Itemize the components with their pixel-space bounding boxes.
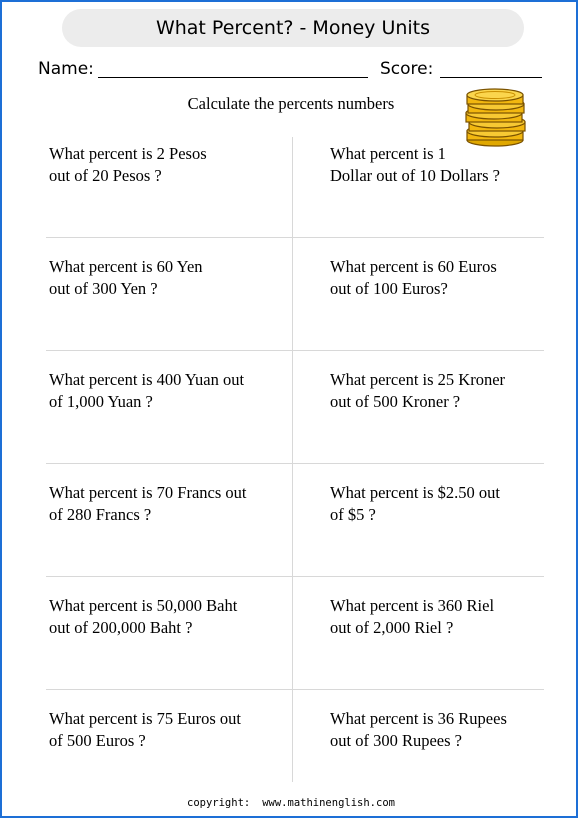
question-6: What percent is 25 Kroner out of 500 Kroner ? xyxy=(330,370,506,411)
worksheet-title: What Percent? - Money Units xyxy=(62,9,524,47)
name-blank-line xyxy=(98,77,368,78)
question-12: What percent is 36 Rupees out of 300 Rupees ? xyxy=(330,709,507,750)
row-divider xyxy=(46,350,544,351)
copyright-label: copyright: xyxy=(187,797,251,809)
questions-grid xyxy=(46,137,544,782)
question-8: What percent is $2.50 out of $5 ? xyxy=(330,483,500,524)
question-7: What percent is 70 Francs out of 280 Francs ? xyxy=(49,483,247,524)
question-1: What percent is 2 Pesos out of 20 Pesos ? xyxy=(49,144,207,185)
row-divider xyxy=(46,576,544,577)
column-divider xyxy=(292,137,293,782)
question-4: What percent is 60 Euros out of 100 Euros? xyxy=(330,257,497,298)
footer xyxy=(2,797,578,809)
question-3: What percent is 60 Yen out of 300 Yen ? xyxy=(49,257,203,298)
score-blank-line xyxy=(440,77,542,78)
row-divider xyxy=(46,237,544,238)
score-label: Score: xyxy=(380,59,434,79)
name-label: Name: xyxy=(38,59,94,79)
row-divider xyxy=(46,463,544,464)
question-10: What percent is 360 Riel out of 2,000 Riel ? xyxy=(330,596,495,637)
site-url[interactable]: www.mathinenglish.com xyxy=(262,797,395,809)
instructions-text: Calculate the percents numbers xyxy=(187,94,395,113)
question-11: What percent is 75 Euros out of 500 Euros ? xyxy=(49,709,241,750)
question-2: What percent is 1 Dollar out of 10 Dollars ? xyxy=(330,144,501,185)
row-divider xyxy=(46,689,544,690)
question-5: What percent is 400 Yuan out of 1,000 Yuan ? xyxy=(49,370,245,411)
question-9: What percent is 50,000 Baht out of 200,000 Baht ? xyxy=(49,596,238,637)
name-score-row xyxy=(38,57,540,83)
